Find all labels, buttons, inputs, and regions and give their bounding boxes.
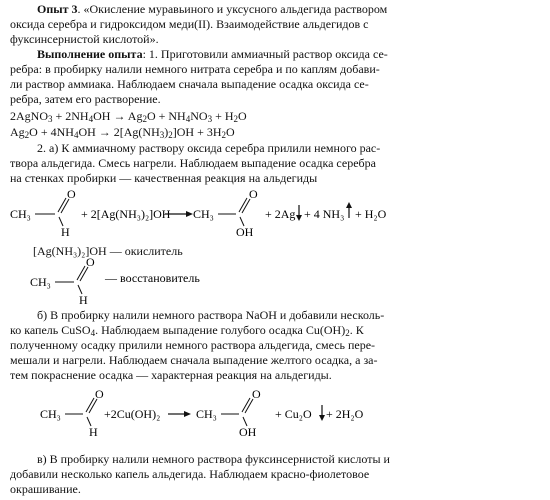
part2b-line-1: б) В пробирку налили немного раствора NaOH и добавили несколь- <box>37 308 385 322</box>
rx1-nh3: + 4 NH₃ <box>304 207 345 221</box>
reaction-1 <box>0 186 550 238</box>
experiment-title: . «Окисление муравьиного и уксусного альдегида раствором <box>77 2 388 16</box>
execution-text-1: : 1. Приготовили аммиачный раствор оксида се- <box>142 47 388 61</box>
execution-line-1 <box>37 47 388 62</box>
reducer-o: O <box>86 256 95 269</box>
rx2-cu2o: + Cu₂O <box>275 407 312 421</box>
execution-line-2: ребра: в пробирку налили немного нитрата серебра и по каплям добави- <box>10 62 380 76</box>
rx1-ag: + 2Ag <box>265 207 296 221</box>
part2b-line-5: тем покраснение осадка — характерная реакция на альдегиды. <box>10 368 332 382</box>
rx2-oh: OH <box>239 425 257 439</box>
reducer-h: H <box>79 293 88 306</box>
execution-line-3: ли раствор аммиака. Наблюдаем сначала выпадение осадка оксида се- <box>10 77 369 91</box>
rx1-o-product: O <box>249 187 258 201</box>
execution-line-4: ребра, затем его растворение. <box>10 92 161 106</box>
part2c-line-3: окрашивание. <box>10 482 81 496</box>
rx1-oh: OH <box>236 225 254 238</box>
rx1-ch3: CH₃ <box>10 207 31 221</box>
part2c-line-2: добавили несколько капель альдегида. Наблюдаем красно-фиолетовое <box>10 467 370 481</box>
equation-1: 2AgNO$_3$ + $2NH_4OH \to Ag_2O + NH_4NO_3 + H_2O$ <box>10 109 247 124</box>
rx1-reagent: + 2[Ag(NH₃)₂]OH <box>81 207 171 221</box>
rx2-o: O <box>95 387 104 401</box>
rx2-h: H <box>89 425 98 439</box>
rx1-h2o: + H₂O <box>355 207 387 221</box>
part2a-line-2: твора альдегида. Смесь нагрели. Наблюдаем выпадение осадка серебра <box>10 156 376 170</box>
part2b-line-4: мешали и нагрели. Наблюдаем сначала выпадение желтого осадка, а за- <box>10 353 378 367</box>
part2b-line-3: полученному осадку прилили немного раствора альдегида, смесь пере- <box>10 338 376 352</box>
equation-2: $Ag_2O + 4NH_4OH \to 2[Ag(NH_3)_2]OH + 3H_2O$ <box>10 125 235 140</box>
part2a-line-1: 2. а) К аммиачному раствору оксида серебра прилили немного рас- <box>37 141 381 155</box>
reaction-2 <box>0 386 550 442</box>
part2b-line-2: ко капель CuSO$_4$. Наблюдаем выпадение голубого осадка $Cu(OH)_2$. К <box>10 323 364 338</box>
rx1-ch3-product: CH₃ <box>193 207 214 221</box>
rx2-reagent: +2Cu(OH)₂ <box>104 407 161 421</box>
header-line-2: оксида серебра и гидроксидом меди(II). Взаимодействие альдегидов с <box>10 17 369 31</box>
reducer-structure <box>0 256 260 306</box>
header-line-1 <box>37 2 387 17</box>
reducer-text: — восстановитель <box>105 271 200 285</box>
part2a-line-3: на стенках пробирки — качественная реакция на альдегиды <box>10 171 318 185</box>
rx2-o-product: O <box>252 387 261 401</box>
part2c-line-1: в) В пробирку налили немного раствора фуксинсернистой кислоты и <box>37 452 390 466</box>
execution-label: Выполнение опыта <box>37 47 143 61</box>
rx2-h2o: + 2H₂O <box>326 407 364 421</box>
rx1-o: O <box>67 187 76 201</box>
header-line-3: фуксинсернистой кислотой». <box>10 32 159 46</box>
oxidizer-formula: [Ag(NH₃)₂]OH <box>33 244 107 258</box>
reducer-ch3: CH₃ <box>30 275 51 289</box>
experiment-label: Опыт 3 <box>37 2 78 16</box>
rx2-ch3: CH₃ <box>40 407 61 421</box>
oxidizer-text: — окислитель <box>109 244 183 258</box>
rx2-ch3-product: CH₃ <box>196 407 217 421</box>
rx1-h: H <box>61 225 70 238</box>
